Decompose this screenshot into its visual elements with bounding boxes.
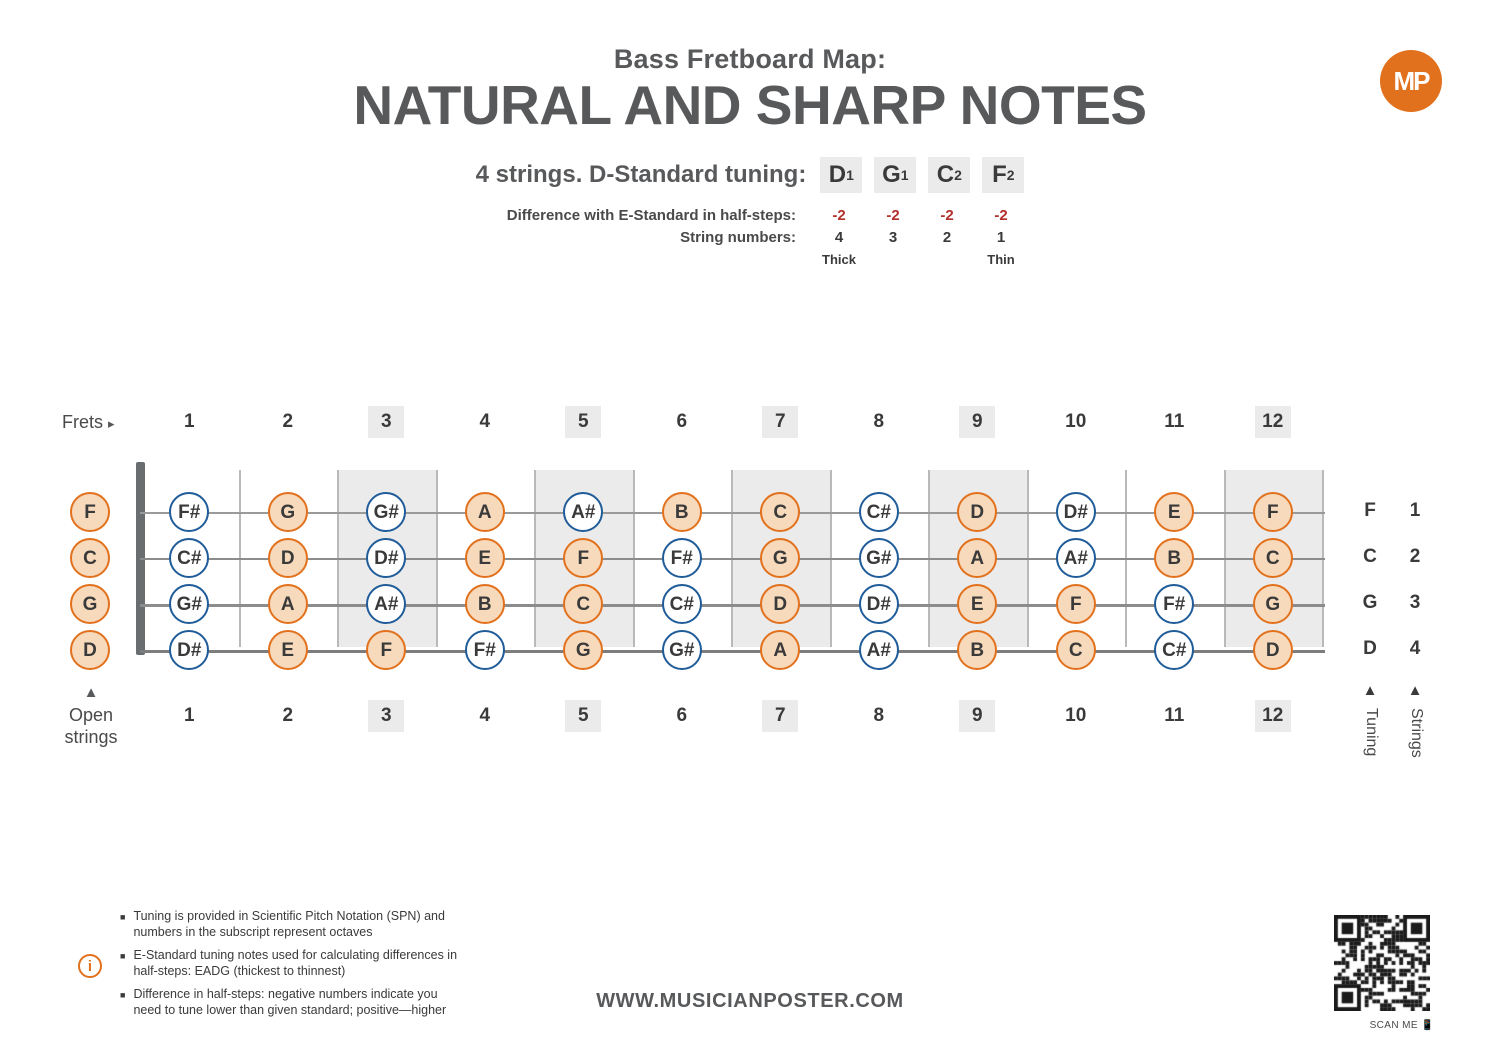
tuning-right-2: C bbox=[1363, 546, 1377, 567]
tuning-note-4 bbox=[820, 157, 862, 193]
note-s1-f8[interactable]: C# bbox=[859, 492, 899, 532]
tuning-note-letter: D bbox=[828, 160, 847, 188]
tuning-meta bbox=[0, 205, 1500, 277]
open-note-string-1[interactable]: F bbox=[70, 492, 110, 532]
note-s1-f3[interactable]: G# bbox=[366, 492, 406, 532]
fret-number-bottom-11: 11 bbox=[1164, 705, 1185, 726]
note-s3-f11[interactable]: F# bbox=[1154, 584, 1194, 624]
bullet-icon: ■ bbox=[120, 951, 126, 961]
tuning-row bbox=[0, 157, 1500, 193]
fret-number-top-4: 4 bbox=[479, 411, 491, 432]
phone-icon: 📱 bbox=[1421, 1020, 1434, 1031]
tuning-note-letter: C bbox=[936, 160, 955, 188]
info-icon: i bbox=[78, 954, 102, 978]
note-s2-f6[interactable]: F# bbox=[662, 538, 702, 578]
note-s3-f10[interactable]: F bbox=[1056, 584, 1096, 624]
fret-number-bottom-12: 12 bbox=[1255, 700, 1291, 732]
website-url: WWW.MUSICIANPOSTER.COM bbox=[596, 990, 904, 1012]
string-numbers-row bbox=[0, 227, 1500, 249]
fret-number-top-5: 5 bbox=[565, 406, 601, 438]
tuning-note-octave: 2 bbox=[954, 166, 962, 183]
fretboard-grid bbox=[0, 470, 1500, 680]
fret-number-top-10: 10 bbox=[1065, 411, 1087, 432]
note-s4-f12[interactable]: D bbox=[1253, 630, 1293, 670]
scan-me-text: SCAN ME bbox=[1369, 1020, 1418, 1031]
note-s4-f3[interactable]: F bbox=[366, 630, 406, 670]
thin-label: Thin bbox=[987, 251, 1015, 267]
open-strings-label: Open strings bbox=[64, 705, 118, 747]
note-s2-f11[interactable]: B bbox=[1154, 538, 1194, 578]
string-number-right-2: 2 bbox=[1409, 546, 1421, 567]
note-s3-f12[interactable]: G bbox=[1253, 584, 1293, 624]
frets-arrow-icon: ▸ bbox=[108, 416, 115, 431]
note-s1-f6[interactable]: B bbox=[662, 492, 702, 532]
note-s4-f4[interactable]: F# bbox=[465, 630, 505, 670]
tuning-note-octave: 1 bbox=[900, 166, 909, 183]
string-line-2 bbox=[140, 558, 1325, 560]
musicianposter-logo bbox=[1380, 50, 1442, 112]
difference-value: -2 bbox=[994, 206, 1008, 224]
string-number-right-3: 3 bbox=[1409, 592, 1421, 613]
thick-label: Thick bbox=[822, 251, 856, 267]
fret-number-top-2: 2 bbox=[282, 411, 294, 432]
note-s3-f9[interactable]: E bbox=[957, 584, 997, 624]
note-s2-f3[interactable]: D# bbox=[366, 538, 406, 578]
open-note-string-4[interactable]: D bbox=[70, 630, 110, 670]
fret-number-top-9: 9 bbox=[959, 406, 995, 438]
note-s4-f9[interactable]: B bbox=[957, 630, 997, 670]
string-numbers-label: String numbers: bbox=[680, 228, 796, 246]
note-s1-f7[interactable]: C bbox=[760, 492, 800, 532]
frets-caption bbox=[62, 412, 115, 433]
note-s3-f7[interactable]: D bbox=[760, 584, 800, 624]
tuning-right-1: F bbox=[1364, 500, 1376, 521]
scan-me-label bbox=[1370, 1020, 1434, 1031]
footnote-item bbox=[120, 908, 460, 940]
right-caret-icon-2: ▲ bbox=[1407, 682, 1423, 699]
open-strings-caption bbox=[56, 682, 126, 748]
tuning-note-letter: F bbox=[992, 160, 1007, 188]
note-s2-f2[interactable]: D bbox=[268, 538, 308, 578]
fret-number-bottom-5: 5 bbox=[565, 700, 601, 732]
poster-header bbox=[0, 0, 1500, 277]
logo-text: MP bbox=[1393, 65, 1429, 96]
difference-value: -2 bbox=[832, 206, 846, 224]
qr-code bbox=[1334, 915, 1430, 1011]
tuning-note-letter: G bbox=[882, 160, 901, 188]
difference-value: -2 bbox=[940, 206, 954, 224]
note-s2-f4[interactable]: E bbox=[465, 538, 505, 578]
note-s4-f5[interactable]: G bbox=[563, 630, 603, 670]
tuning-note-3 bbox=[874, 157, 916, 193]
footnote-item bbox=[120, 947, 460, 979]
string-line-1 bbox=[140, 512, 1325, 514]
fret-number-bottom-2: 2 bbox=[282, 705, 294, 726]
note-s4-f2[interactable]: E bbox=[268, 630, 308, 670]
note-s3-f3[interactable]: A# bbox=[366, 584, 406, 624]
fretboard-diagram bbox=[0, 400, 1500, 758]
tuning-note-list bbox=[820, 157, 1024, 193]
string-number-right-1: 1 bbox=[1409, 500, 1421, 521]
string-number: 4 bbox=[834, 228, 844, 246]
note-s3-f4[interactable]: B bbox=[465, 584, 505, 624]
bullet-icon: ■ bbox=[120, 912, 126, 922]
tuning-right-3: G bbox=[1362, 592, 1378, 613]
fret-numbers-top bbox=[0, 400, 1500, 446]
note-s4-f8[interactable]: A# bbox=[859, 630, 899, 670]
string-number: 3 bbox=[888, 228, 898, 246]
fret-number-top-11: 11 bbox=[1164, 411, 1185, 432]
fret-number-bottom-6: 6 bbox=[676, 705, 688, 726]
strings-axis-label: Strings bbox=[1408, 708, 1425, 758]
note-s4-f7[interactable]: A bbox=[760, 630, 800, 670]
note-s2-f7[interactable]: G bbox=[760, 538, 800, 578]
string-numbers-values bbox=[812, 227, 1028, 249]
note-s1-f1[interactable]: F# bbox=[169, 492, 209, 532]
difference-label: Difference with E-Standard in half-steps: bbox=[506, 206, 796, 224]
note-s1-f9[interactable]: D bbox=[957, 492, 997, 532]
fret-number-bottom-4: 4 bbox=[479, 705, 491, 726]
note-s4-f6[interactable]: G# bbox=[662, 630, 702, 670]
fret-number-top-3: 3 bbox=[368, 406, 404, 438]
note-s1-f12[interactable]: F bbox=[1253, 492, 1293, 532]
note-s3-f6[interactable]: C# bbox=[662, 584, 702, 624]
footnote-text: Tuning is provided in Scientific Pitch Notation (SPN) and numbers in the subscript represent octaves bbox=[133, 909, 445, 939]
note-s1-f2[interactable]: G bbox=[268, 492, 308, 532]
note-s2-f5[interactable]: F bbox=[563, 538, 603, 578]
footnote-text: E-Standard tuning notes used for calculating differences in half-steps: EADG (thickest to thinnest) bbox=[133, 948, 458, 978]
fret-number-bottom-8: 8 bbox=[873, 705, 885, 726]
note-s3-f5[interactable]: C bbox=[563, 584, 603, 624]
tuning-note-1 bbox=[982, 157, 1024, 193]
fret-number-top-12: 12 bbox=[1255, 406, 1291, 438]
note-s2-f9[interactable]: A bbox=[957, 538, 997, 578]
fret-number-bottom-10: 10 bbox=[1065, 705, 1087, 726]
tuning-note-octave: 1 bbox=[846, 166, 854, 183]
footnote-text: Difference in half-steps: negative numbers indicate you need to tune lower than given standard; positive—higher bbox=[133, 987, 447, 1017]
string-number-right-4: 4 bbox=[1409, 638, 1421, 659]
fret-number-bottom-7: 7 bbox=[762, 700, 798, 732]
note-s4-f11[interactable]: C# bbox=[1154, 630, 1194, 670]
string-number: 1 bbox=[996, 228, 1006, 246]
note-s1-f5[interactable]: A# bbox=[563, 492, 603, 532]
fret-number-top-8: 8 bbox=[873, 411, 885, 432]
note-s3-f8[interactable]: D# bbox=[859, 584, 899, 624]
fret-number-bottom-9: 9 bbox=[959, 700, 995, 732]
thickness-row bbox=[0, 249, 1500, 271]
note-s1-f11[interactable]: E bbox=[1154, 492, 1194, 532]
page-title: NATURAL AND SHARP NOTES bbox=[353, 74, 1147, 136]
tuning-right-4: D bbox=[1363, 638, 1377, 659]
right-caret-icon-1: ▲ bbox=[1362, 682, 1378, 699]
tuning-label: 4 strings. D-Standard tuning: bbox=[475, 160, 807, 188]
open-strings-caret-icon: ▲ bbox=[83, 684, 99, 701]
note-s2-f1[interactable]: C# bbox=[169, 538, 209, 578]
note-s2-f8[interactable]: G# bbox=[859, 538, 899, 578]
tuning-note-octave: 2 bbox=[1006, 166, 1015, 183]
poster-subtitle: Bass Fretboard Map: bbox=[613, 44, 887, 74]
fret-number-top-7: 7 bbox=[762, 406, 798, 438]
difference-row bbox=[0, 205, 1500, 227]
note-s4-f1[interactable]: D# bbox=[169, 630, 209, 670]
open-note-string-2[interactable]: C bbox=[70, 538, 110, 578]
note-s3-f1[interactable]: G# bbox=[169, 584, 209, 624]
note-s4-f10[interactable]: C bbox=[1056, 630, 1096, 670]
note-s1-f4[interactable]: A bbox=[465, 492, 505, 532]
note-s1-f10[interactable]: D# bbox=[1056, 492, 1096, 532]
open-note-string-3[interactable]: G bbox=[70, 584, 110, 624]
frets-caption-label: Frets bbox=[62, 412, 104, 432]
bullet-icon: ■ bbox=[120, 990, 126, 1000]
note-s2-f10[interactable]: A# bbox=[1056, 538, 1096, 578]
tuning-note-2 bbox=[928, 157, 970, 193]
difference-value: -2 bbox=[886, 206, 900, 224]
string-number: 2 bbox=[942, 228, 952, 246]
note-s3-f2[interactable]: A bbox=[268, 584, 308, 624]
fret-number-top-1: 1 bbox=[183, 411, 195, 432]
fret-number-top-6: 6 bbox=[676, 411, 688, 432]
note-s2-f12[interactable]: C bbox=[1253, 538, 1293, 578]
string-line-4 bbox=[140, 650, 1325, 653]
fret-number-bottom-1: 1 bbox=[183, 705, 195, 726]
tuning-axis-label: Tuning bbox=[1363, 708, 1380, 757]
string-line-3 bbox=[140, 604, 1325, 607]
fret-number-bottom-3: 3 bbox=[368, 700, 404, 732]
difference-values bbox=[812, 205, 1028, 227]
